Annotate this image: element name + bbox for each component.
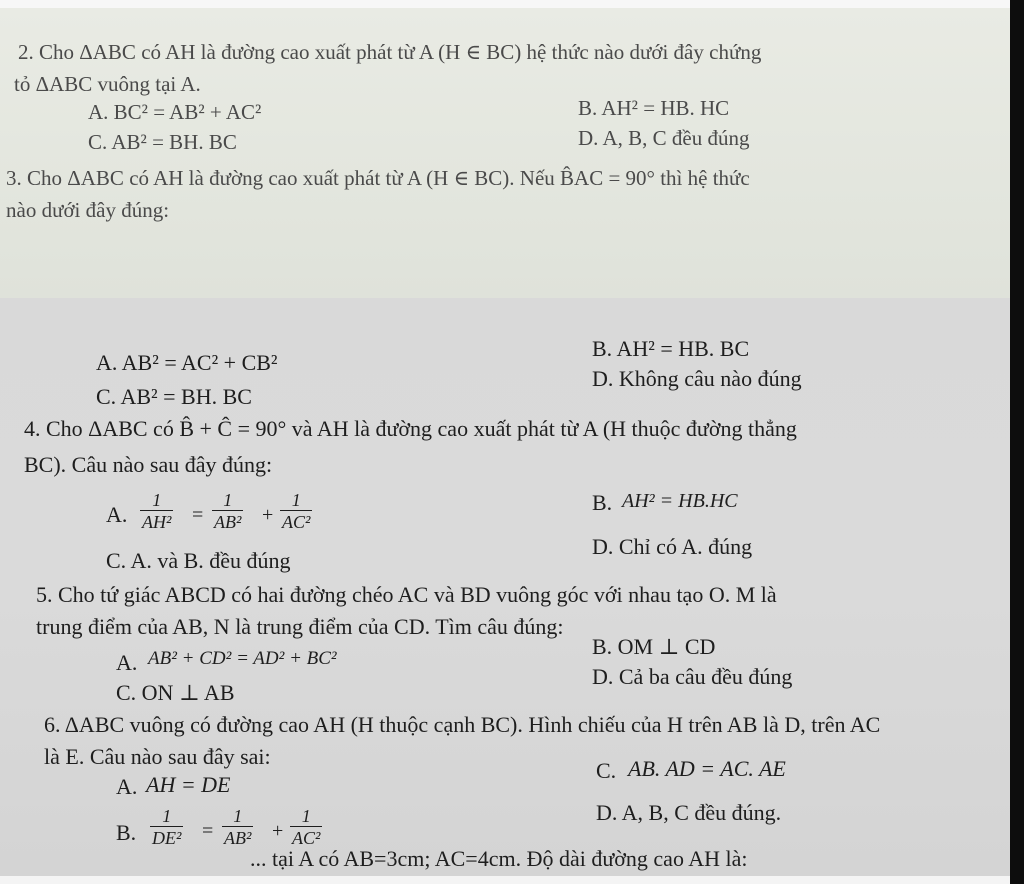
fraction-denominator: AC² (292, 828, 321, 848)
question-7-stem-partial: ... tại A có AB=3cm; AC=4cm. Độ dài đường cao AH là: (250, 846, 748, 871)
question-6-option-d: D. A, B, C đều đúng. (596, 800, 782, 825)
question-5-stem-line1: 5. Cho tứ giác ABCD có hai đường chéo AC và BD vuông góc với nhau tạo O. M là (36, 582, 777, 607)
fraction-denominator: AC² (282, 512, 311, 532)
fraction-denominator: DE² (152, 828, 182, 848)
question-2-option-b: B. AH² = HB. HC (578, 96, 730, 120)
question-5-option-d: D. Cả ba câu đều đúng (592, 664, 793, 689)
fraction-denominator: AB² (214, 512, 242, 532)
question-4-option-b-expression: AH² = HB.HC (622, 490, 738, 512)
question-5-stem-line2: trung điểm của AB, N là trung điểm của CD. Tìm câu đúng: (36, 614, 564, 639)
question-6-option-c-expression: AB. AD = AC. AE (628, 756, 786, 781)
question-4-option-a-fraction-2 (212, 490, 243, 533)
question-5-option-b: B. OM ⊥ CD (592, 634, 716, 659)
fraction-denominator: AH² (142, 512, 172, 532)
question-4-option-a-label: A. (106, 502, 128, 527)
fraction-denominator: AB² (224, 828, 252, 848)
photo-border-top (0, 0, 1010, 8)
fraction-numerator: 1 (152, 490, 162, 510)
question-6-option-b-label: B. (116, 820, 137, 845)
question-6-option-b-fraction-2 (222, 806, 253, 849)
fraction-numerator: 1 (291, 490, 301, 510)
photo-border-right (1010, 0, 1024, 884)
question-6-stem-line1: 6. ΔABC vuông có đường cao AH (H thuộc cạnh BC). Hình chiếu của H trên AB là D, trên AC (44, 712, 881, 737)
question-4-stem-line2: BC). Câu nào sau đây đúng: (24, 452, 273, 477)
question-6-option-a-label: A. (116, 774, 138, 799)
equals-sign: = (192, 504, 204, 526)
question-4-stem-line1: 4. Cho ΔABC có B̂ + Ĉ = 90° và AH là đường cao xuất phát từ A (H thuộc đường thẳng (24, 416, 797, 441)
question-6-option-c-label: C. (596, 758, 617, 783)
equals-sign: = (202, 820, 214, 842)
fraction-numerator: 1 (301, 806, 311, 826)
question-3-option-d: D. Không câu nào đúng (592, 366, 802, 391)
question-2-stem-line2: tỏ ΔABC vuông tại A. (14, 72, 201, 96)
photo-border-bottom (0, 876, 1010, 884)
question-4-option-d: D. Chỉ có A. đúng (592, 534, 753, 559)
question-4-option-a-fraction-1 (140, 490, 173, 533)
question-4-option-a-fraction-3 (280, 490, 312, 533)
question-6-option-b-fraction-1 (150, 806, 183, 849)
fraction-numerator: 1 (223, 490, 233, 510)
question-6-option-a-expression: AH = DE (146, 772, 231, 797)
question-3-option-b: B. AH² = HB. BC (592, 336, 750, 361)
question-2-option-c: C. AB² = BH. BC (88, 130, 237, 154)
question-4-option-c: C. A. và B. đều đúng (106, 548, 291, 573)
question-2-option-a: A. BC² = AB² + AC² (88, 100, 262, 124)
plus-sign: + (262, 504, 274, 526)
fraction-numerator: 1 (233, 806, 243, 826)
plus-sign: + (272, 820, 284, 842)
question-2-stem-line1: 2. Cho ΔABC có AH là đường cao xuất phát từ A (H ∈ BC) hệ thức nào dưới đây chứng (18, 40, 762, 64)
question-5-option-a-label: A. (116, 650, 138, 675)
fraction-numerator: 1 (162, 806, 172, 826)
question-3-stem-line1: 3. Cho ΔABC có AH là đường cao xuất phát từ A (H ∈ BC). Nếu B̂AC = 90° thì hệ thức (6, 166, 750, 190)
question-5-option-c: C. ON ⊥ AB (116, 680, 235, 705)
question-3-option-c: C. AB² = BH. BC (96, 384, 252, 409)
question-2-option-d: D. A, B, C đều đúng (578, 126, 750, 150)
question-6-option-b-fraction-3 (290, 806, 322, 849)
question-3-stem-line2: nào dưới đây đúng: (6, 198, 170, 222)
question-5-option-a-expression: AB² + CD² = AD² + BC² (148, 648, 337, 669)
question-6-stem-line2: là E. Câu nào sau đây sai: (44, 744, 271, 769)
question-4-option-b-label: B. (592, 490, 613, 515)
question-3-option-a: A. AB² = AC² + CB² (96, 350, 278, 375)
